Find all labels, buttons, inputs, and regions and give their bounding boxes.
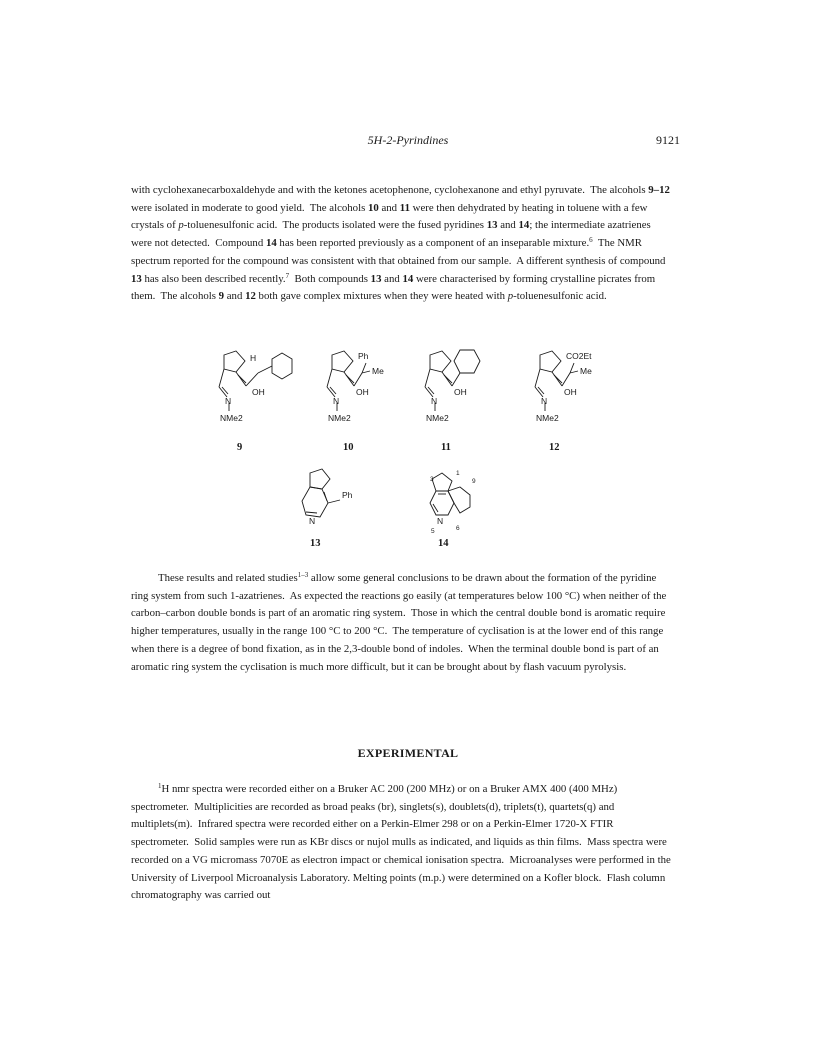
compound-14-structure — [430, 470, 476, 549]
compound-12-ester: CO2Et — [566, 351, 592, 361]
compound-13-phenyl: Ph — [342, 490, 353, 500]
section-heading-experimental: EXPERIMENTAL — [357, 746, 459, 760]
compound-11-nitrogen: N — [431, 396, 438, 406]
compound-9-structure — [219, 351, 292, 453]
compound-11-hydroxyl: OH — [454, 387, 467, 397]
page-number: 9121 — [656, 133, 680, 147]
compound-9-substituent: H — [250, 353, 257, 363]
compound-14-position-1: 1 — [456, 470, 460, 477]
compound-9-amine: NMe2 — [220, 413, 243, 423]
compound-12-structure — [535, 351, 592, 453]
compound-9-hydroxyl: OH — [252, 387, 265, 397]
compound-10-phenyl: Ph — [358, 351, 369, 361]
compound-14-label: 14 — [438, 538, 449, 549]
compound-10-amine: NMe2 — [328, 413, 351, 423]
experimental-paragraph: $^1$H nmr spectra were recorded either on a Bruker AC 200 (200 MHz) or on a Bruker AMX 400 (400 MHz) spectrometer. Multiplicities are recorded as broad peaks (br), singlets(s), doublets(d), triplets(t), quartets(q) and multiplets(m). Infrared spectra were recorded either on a Perkin-Elmer 298 or on a Perkin-Elmer 1720-X FTIR spectrometer. Solid samples were run as KBr discs or nujol mulls as indicated, and liquids as thin films. Mass spectra were recorded on a VG micromass 7070E as electron impact or chemical ionisation spectra. Microanalyses were performed in the University of Liverpool Microanalysis Laboratory. Melting points (m.p.) were determined on a Kofler block. Flash column chromatography was carried out — [131, 782, 671, 902]
body-paragraph-1: with cyclohexanecarboxaldehyde and with the ketones acetophenone, cyclohexanone and ethyl pyruvate. The alcohols 9–12 were isolated in moderate to good yield. The alcohols 10 and 11 were then dehydrated by heating in toluene with a few crystals of p-toluenesulfonic acid. The products isolated were the fused pyridines 13 and 14; the intermediate azatrienes were not detected. Compound 14 has been reported previously as a component of an inseparable mixture.$^6$ The NMR spectrum reported for the compound was consistent with that obtained from our sample. A different synthesis of compound 13 has also been described recently.$^7$ Both compounds 13 and 14 were characterised by forming crystalline picrates from them. The alcohols 9 and 12 both gave complex mixtures when they were heated with p-toluenesulfonic acid. — [131, 184, 670, 303]
chemical-structures-figure — [200, 347, 600, 557]
body-paragraph-2: These results and related studies$^{1-3}$ allow some general conclusions to be drawn about the formation of the pyridine ring system from such 1-azatrienes. As expected the reactions go easily (at temperatures below 100 °C) when neither of the carbon–carbon double bonds is part of an aromatic ring system. Those in which the central double bond is aromatic require higher temperatures, usually in the range 100 °C to 200 °C. The temperature of cyclisation is at the lower end of this range when there is a degree of bond fixation, as in the 2,3-double bond of indoles. When the terminal double bond is part of an aromatic ring system the cyclisation is much more difficult, but it can be brought about by flash vacuum pyrolysis. — [131, 571, 667, 673]
compound-14-nitrogen: N — [437, 516, 444, 526]
compound-10-label: 10 — [343, 442, 354, 453]
compound-12-methyl: Me — [580, 366, 592, 376]
compound-9-nitrogen: N — [225, 396, 232, 406]
compound-13-label: 13 — [310, 538, 321, 549]
compound-10-methyl: Me — [372, 366, 384, 376]
compound-13-nitrogen: N — [309, 516, 316, 526]
compound-14-position-6: 6 — [456, 525, 460, 532]
running-title: 5H-2-Pyrindines — [367, 133, 449, 147]
compound-10-hydroxyl: OH — [356, 387, 369, 397]
compound-14-position-9: 9 — [472, 478, 476, 485]
compound-11-label: 11 — [441, 442, 451, 453]
compound-13-structure — [302, 469, 353, 549]
compound-12-hydroxyl: OH — [564, 387, 577, 397]
compound-10-nitrogen: N — [333, 396, 340, 406]
compound-10-structure — [327, 351, 384, 453]
compound-12-nitrogen: N — [541, 396, 548, 406]
compound-11-amine: NMe2 — [426, 413, 449, 423]
compound-12-amine: NMe2 — [536, 413, 559, 423]
compound-9-label: 9 — [237, 442, 243, 453]
compound-14-position-5: 5 — [431, 528, 435, 535]
compound-12-label: 12 — [549, 442, 560, 453]
compound-11-structure — [425, 350, 480, 453]
compound-14-position-3: 3 — [430, 476, 434, 483]
